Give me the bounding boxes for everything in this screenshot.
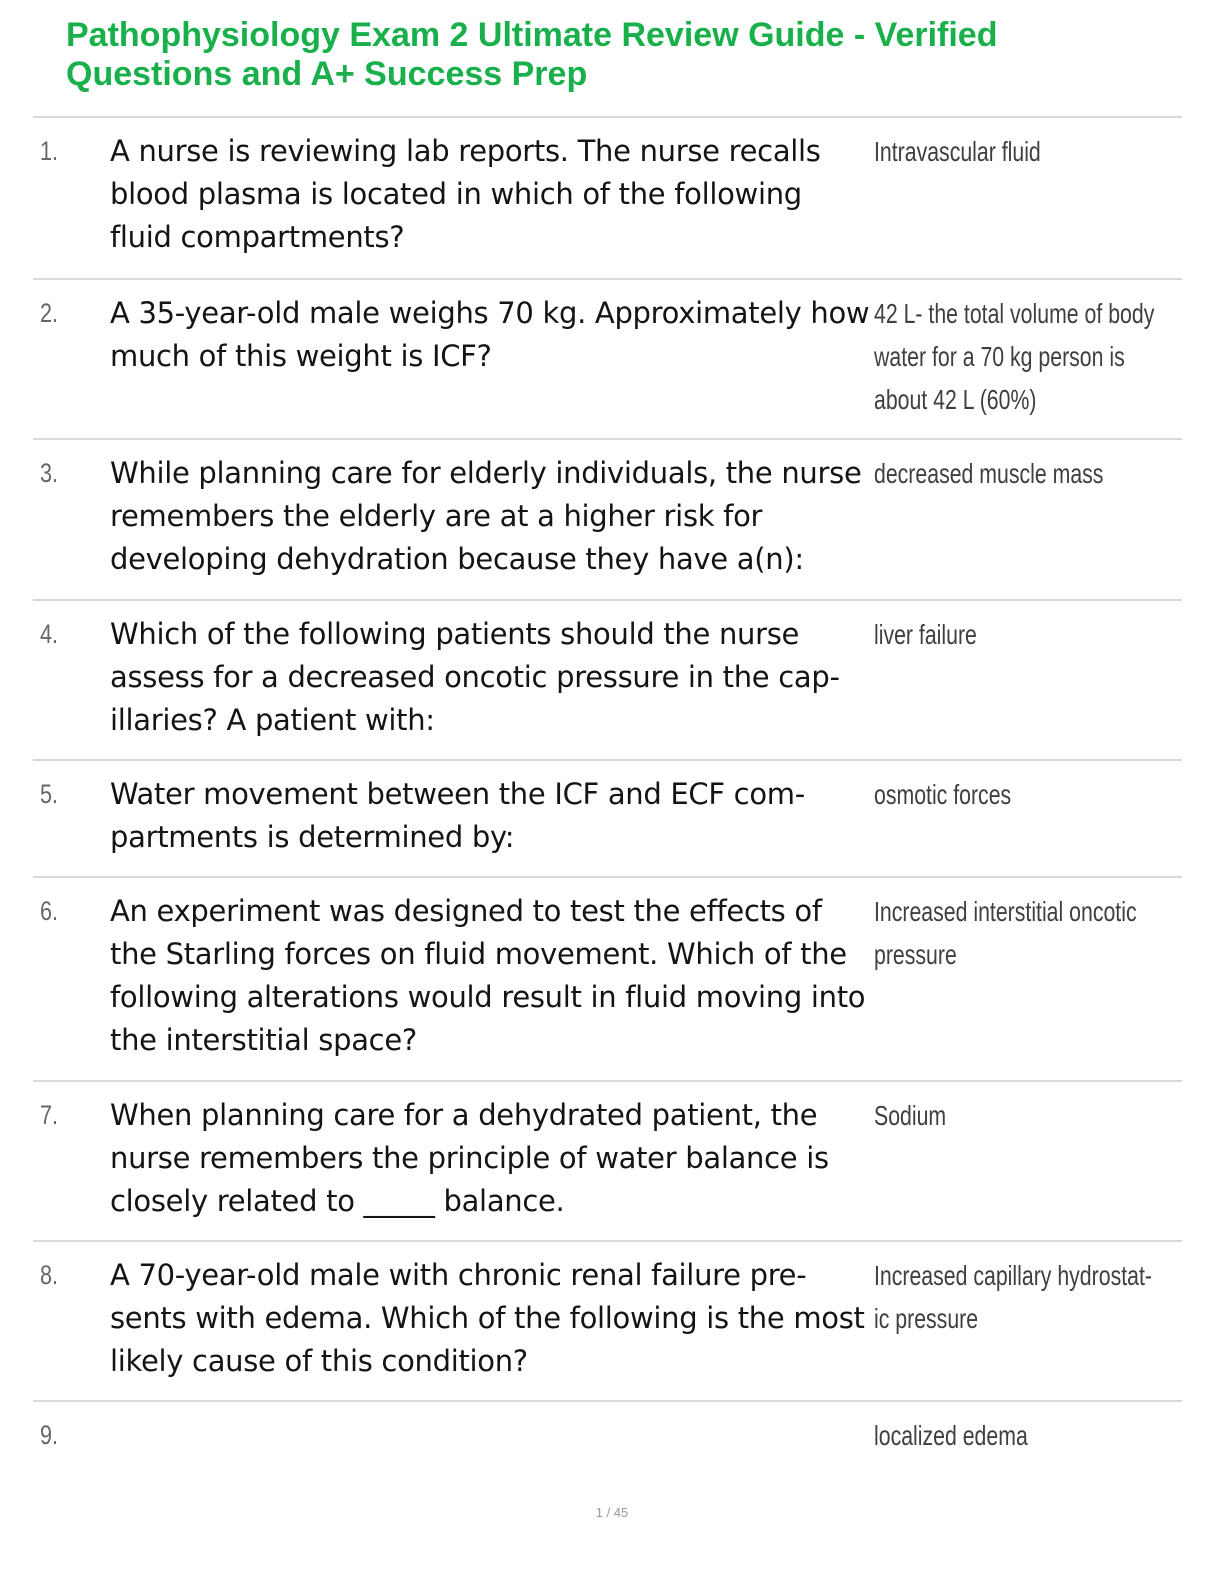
question-answer-list xyxy=(33,116,1182,1480)
question-number: 1. xyxy=(40,136,59,166)
answer-text: decreased muscle mass xyxy=(874,458,1104,489)
question-text: A nurse is reviewing lab reports. The nurse recalls blood plasma is located in which of the following fluid compartments? xyxy=(110,134,821,254)
answer-text: Sodium xyxy=(874,1100,947,1131)
question-text: A 35-year-old male weighs 70 kg. Approximately how much of this weight is ICF? xyxy=(110,296,870,373)
question-number: 8. xyxy=(40,1260,59,1290)
question-number: 3. xyxy=(40,458,59,488)
answer-text: 42 L- the total volume of body water for a 70 kg person is about 42 L (60%) xyxy=(874,298,1155,415)
qa-row xyxy=(33,599,1182,759)
question-text: Water movement between the ICF and ECF com- partments is determined by: xyxy=(110,777,805,854)
page-number: 1 / 45 xyxy=(595,1505,629,1520)
answer-text: Increased interstitial oncotic pressure xyxy=(874,896,1137,970)
qa-row xyxy=(33,876,1182,1080)
question-number: 2. xyxy=(40,298,59,328)
qa-row xyxy=(33,1080,1182,1240)
question-text: When planning care for a dehydrated patient, the nurse remembers the principle of water balance is closely related to _____ balance. xyxy=(110,1098,829,1218)
question-number: 7. xyxy=(40,1100,59,1130)
qa-row xyxy=(33,1240,1182,1400)
question-number: 5. xyxy=(40,779,59,809)
question-text: A 70-year-old male with chronic renal failure pre- sents with edema. Which of the following is the most likely cause of this condition? xyxy=(110,1258,865,1378)
question-text: While planning care for elderly individuals, the nurse remembers the elderly are at a higher risk for developing dehydration because they have a(n): xyxy=(110,456,862,576)
qa-row xyxy=(33,116,1182,278)
question-number: 6. xyxy=(40,896,59,926)
answer-text: Increased capillary hydrostat- ic pressure xyxy=(874,1260,1152,1334)
question-text: An experiment was designed to test the effects of the Starling forces on fluid movement. Which of the following alterations would result in fluid moving into the interstitial space? xyxy=(110,894,866,1057)
answer-text: osmotic forces xyxy=(874,779,1012,810)
qa-row xyxy=(33,278,1182,438)
answer-text: Intravascular fluid xyxy=(874,136,1041,167)
question-text: Which of the following patients should the nurse assess for a decreased oncotic pressure in the cap- illaries? A patient with: xyxy=(110,617,840,737)
qa-row xyxy=(33,1400,1182,1480)
answer-text: localized edema xyxy=(874,1420,1028,1451)
question-number: 4. xyxy=(40,619,59,649)
answer-text: liver failure xyxy=(874,619,977,650)
question-number: 9. xyxy=(40,1420,59,1450)
qa-row xyxy=(33,759,1182,876)
document-title: Pathophysiology Exam 2 Ultimate Review Guide - Verified Questions and A+ Success Prep xyxy=(66,16,998,93)
qa-row xyxy=(33,438,1182,599)
